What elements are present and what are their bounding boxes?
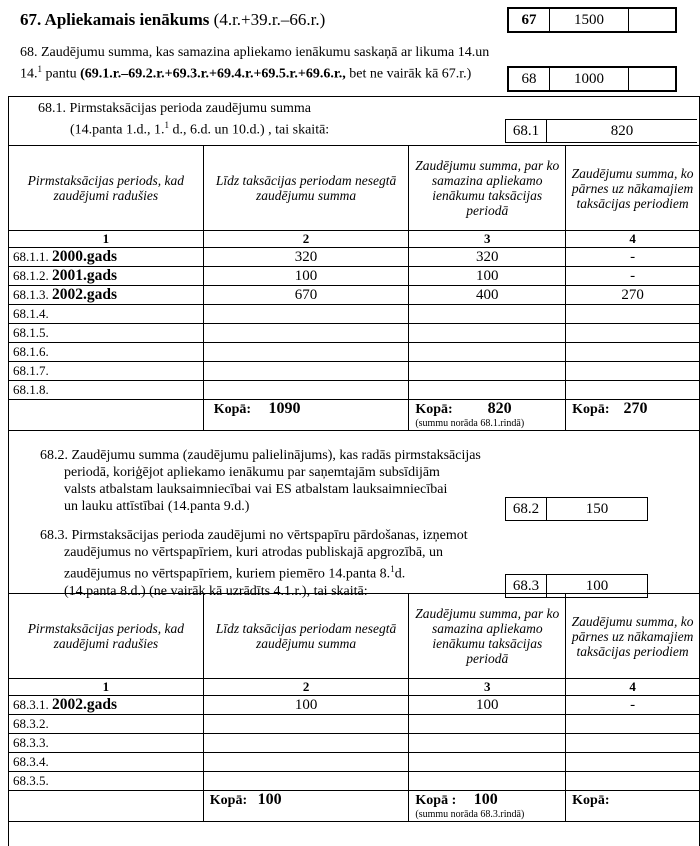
- total-label: Kopā:: [209, 793, 248, 808]
- cell-unsettled[interactable]: [203, 343, 409, 362]
- row-code: 68.1.2.: [13, 268, 49, 283]
- section-68-1-text: [38, 100, 329, 139]
- total-carryover[interactable]: 270: [623, 400, 648, 417]
- table-row: [9, 381, 700, 400]
- cell-unsettled[interactable]: [203, 734, 409, 753]
- table-68-3-header-4: Zaudējumu summa, ko pārnes uz nākamajiem taksācijas periodiem: [566, 594, 700, 679]
- row-year: 2002.gads: [52, 286, 118, 303]
- table-68-1-colnum: 3: [409, 231, 566, 248]
- table-row: [9, 286, 700, 305]
- row-code: 68.3.2.: [13, 716, 49, 731]
- cell-unsettled[interactable]: [203, 753, 409, 772]
- cell-unsettled[interactable]: [203, 715, 409, 734]
- table-68-1-colnum: 4: [566, 231, 700, 248]
- total-unsettled[interactable]: 100: [257, 791, 282, 808]
- section-68-2-text: 68.2. Zaudējumu summa (zaudējumu palielinājums), kas radās pirmstaksācijas periodā, koriģējot apliekamo ienākumu par saņemtajām subsīdijām valsts atbalstam lauksaimniecībai vai ES atbalstam lauksaimniecībai un lauku attīstībai (14.panta 9.d.): [40, 448, 481, 514]
- cell-reduction[interactable]: [409, 715, 566, 734]
- row-code: 68.1.4.: [13, 306, 49, 321]
- row-code: 68.1.8.: [13, 382, 49, 397]
- table-68-3-header-1: Pirmstaksācijas periods, kad zaudējumi radušies: [9, 594, 204, 679]
- row-code: 68.1.5.: [13, 325, 49, 340]
- total-label: Kopā :: [415, 793, 457, 808]
- cell-carryover[interactable]: [566, 324, 700, 343]
- section-68-1-value[interactable]: 820: [610, 122, 634, 139]
- table-68-3-header-2: Līdz taksācijas periodam nesegtā zaudējumu summa: [203, 594, 409, 679]
- line-67-extra[interactable]: [629, 9, 675, 31]
- table-row: [9, 267, 700, 286]
- cell-unsettled[interactable]: 100: [203, 696, 409, 715]
- table-row: [9, 343, 700, 362]
- section-68-3-value[interactable]: 100: [585, 577, 609, 594]
- line-68-text-2: 14.$^1$ pantu (69.1.r.–69.2.r.+69.3.r.+69.4.r.+69.5.r.+69.6.r., bet ne vairāk kā 67.r.): [20, 64, 472, 82]
- cell-reduction[interactable]: 100: [409, 267, 566, 286]
- total-label: Kopā:: [415, 402, 453, 417]
- table-row: [9, 772, 700, 791]
- cell-unsettled[interactable]: [203, 362, 409, 381]
- row-year: 2001.gads: [52, 267, 118, 284]
- section-68-3-text: 68.3. Pirmstaksācijas perioda zaudējumi no vērtspapīru pārdošanas, izņemot zaudējumus no vērtspapīriem, kuri atrodas publiskajā apgrozībā, un zaudējumus no vērtspapīriem, kuriem piemēro 14.panta 8.$^1$d. (14.panta 8.d.) (ne vairāk kā uzrādīts 4.1.r.), tai skaitā:: [40, 528, 468, 599]
- table-68-3-colnum: 4: [566, 679, 700, 696]
- total-note: (summu norāda 68.3.rindā): [415, 809, 525, 820]
- section-68-2-value[interactable]: 150: [585, 500, 609, 517]
- line-67-code: 67: [509, 9, 550, 31]
- line-67-title: 67. Apliekamais ienākums: [20, 10, 210, 29]
- section-68-3-code: 68.3: [506, 575, 547, 597]
- section-68-1-line-2: (14.panta 1.d., 1.$^1$ d., 6.d. un 10.d.) , tai skaitā:: [70, 120, 330, 138]
- table-row: [9, 305, 700, 324]
- cell-carryover[interactable]: [566, 343, 700, 362]
- cell-reduction[interactable]: [409, 324, 566, 343]
- row-code: 68.1.7.: [13, 363, 49, 378]
- table-row: [9, 248, 700, 267]
- line-68-text: [20, 44, 489, 83]
- table-68-3-header-3: Zaudējumu summa, par ko samazina apliekamo ienākumu taksācijas periodā: [409, 594, 566, 679]
- line-67-value[interactable]: 1500: [550, 9, 629, 31]
- cell-carryover[interactable]: -: [566, 248, 700, 267]
- cell-unsettled[interactable]: [203, 324, 409, 343]
- line-67-box: [507, 7, 677, 33]
- section-68-2-box: [505, 497, 648, 521]
- total-label: Kopā:: [572, 402, 610, 417]
- table-row: [9, 324, 700, 343]
- cell-reduction[interactable]: 400: [409, 286, 566, 305]
- section-68-1-code: 68.1: [506, 120, 547, 142]
- line-68-value[interactable]: 1000: [550, 68, 629, 90]
- table-row: [9, 753, 700, 772]
- table-68-3-colnum: 3: [409, 679, 566, 696]
- row-year: 2000.gads: [52, 248, 118, 265]
- row-year: 2002.gads: [52, 696, 118, 713]
- cell-carryover[interactable]: 270: [566, 286, 700, 305]
- row-code: 68.3.5.: [13, 773, 49, 788]
- line-68-box: [507, 66, 677, 92]
- cell-unsettled[interactable]: [203, 381, 409, 400]
- total-reduction[interactable]: 820: [487, 400, 512, 417]
- line-68-extra[interactable]: [629, 68, 675, 90]
- line-67-label: [20, 10, 325, 30]
- row-code: 68.3.4.: [13, 754, 49, 769]
- table-68-3-colnum: 2: [203, 679, 409, 696]
- cell-unsettled[interactable]: [203, 305, 409, 324]
- table-68-1-colnum: 1: [9, 231, 204, 248]
- total-label: Kopā:: [213, 402, 252, 417]
- row-code: 68.1.1.: [13, 249, 49, 264]
- cell-carryover[interactable]: [566, 305, 700, 324]
- cell-carryover[interactable]: [566, 753, 700, 772]
- table-row: [9, 715, 700, 734]
- line-68-text-1: 68. Zaudējumu summa, kas samazina apliekamo ienākumu saskaņā ar likuma 14.un: [20, 45, 490, 60]
- table-row: [9, 696, 700, 715]
- cell-reduction[interactable]: [409, 343, 566, 362]
- section-68-2-code: 68.2: [506, 498, 547, 520]
- cell-unsettled[interactable]: 320: [203, 248, 409, 267]
- table-68-3-colnum: 1: [9, 679, 204, 696]
- row-code: 68.3.3.: [13, 735, 49, 750]
- table-68-1-header-2: Līdz taksācijas periodam nesegtā zaudējumu summa: [203, 146, 409, 231]
- line-67-formula: (4.r.+39.r.–66.r.): [213, 10, 326, 29]
- total-reduction[interactable]: 100: [473, 791, 498, 808]
- cell-unsettled[interactable]: 670: [203, 286, 409, 305]
- row-code: 68.1.3.: [13, 287, 49, 302]
- cell-carryover[interactable]: [566, 362, 700, 381]
- total-unsettled[interactable]: 1090: [268, 400, 301, 417]
- table-68-1-header-1: Pirmstaksācijas periods, kad zaudējumi radušies: [9, 146, 204, 231]
- cell-unsettled[interactable]: 100: [203, 267, 409, 286]
- cell-carryover[interactable]: [566, 381, 700, 400]
- table-row: [9, 362, 700, 381]
- cell-unsettled[interactable]: [203, 772, 409, 791]
- table-68-1-header-4: Zaudējumu summa, ko pārnes uz nākamajiem taksācijas periodiem: [566, 146, 700, 231]
- cell-reduction[interactable]: [409, 381, 566, 400]
- total-label: Kopā:: [572, 793, 610, 808]
- row-code: 68.3.1.: [13, 697, 49, 712]
- table-68-3-total-row: [9, 791, 700, 822]
- line-68-code: 68: [509, 68, 550, 90]
- row-code: 68.1.6.: [13, 344, 49, 359]
- total-note: (summu norāda 68.1.rindā): [415, 418, 525, 429]
- cell-reduction[interactable]: [409, 772, 566, 791]
- cell-carryover[interactable]: [566, 715, 700, 734]
- table-68-1: [8, 145, 700, 431]
- cell-reduction[interactable]: [409, 305, 566, 324]
- cell-reduction[interactable]: [409, 734, 566, 753]
- cell-reduction[interactable]: 100: [409, 696, 566, 715]
- section-68-1-line-1: 68.1. Pirmstaksācijas perioda zaudējumu summa: [38, 101, 311, 116]
- cell-carryover[interactable]: -: [566, 696, 700, 715]
- cell-reduction[interactable]: 320: [409, 248, 566, 267]
- cell-reduction[interactable]: [409, 753, 566, 772]
- cell-carryover[interactable]: [566, 734, 700, 753]
- table-68-1-total-row: [9, 400, 700, 431]
- cell-carryover[interactable]: [566, 772, 700, 791]
- table-68-3: [8, 593, 700, 822]
- table-row: [9, 734, 700, 753]
- table-68-1-header-3: Zaudējumu summa, par ko samazina apliekamo ienākumu taksācijas periodā: [409, 146, 566, 231]
- cell-reduction[interactable]: [409, 362, 566, 381]
- table-68-1-colnum: 2: [203, 231, 409, 248]
- cell-carryover[interactable]: -: [566, 267, 700, 286]
- section-68-1-box: [505, 119, 697, 143]
